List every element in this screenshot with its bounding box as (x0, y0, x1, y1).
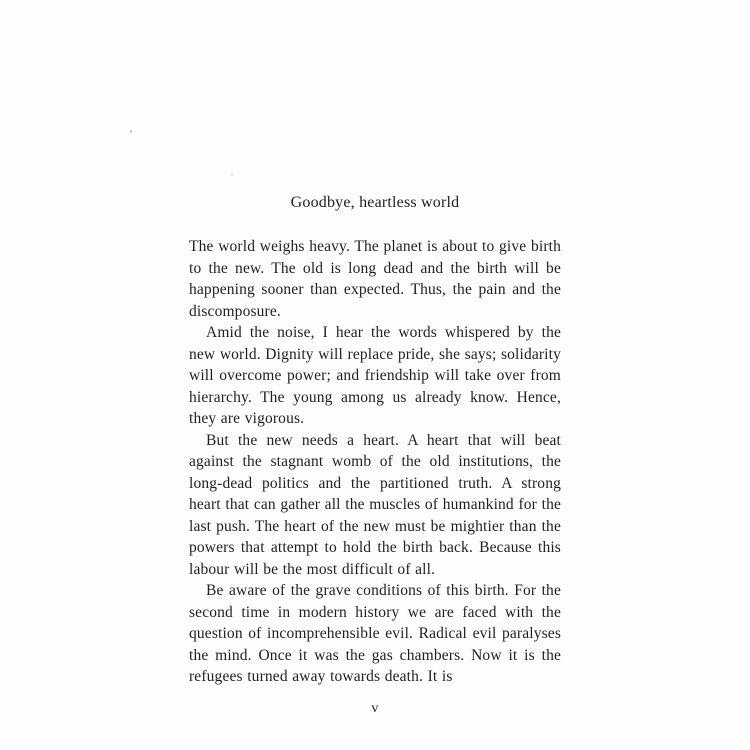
chapter-title: Goodbye, heartless world (290, 194, 460, 211)
page-number: v (371, 701, 379, 716)
paragraph: Be aware of the grave conditions of this birth. For the second time in modern history we are faced with the question of incomprehensible evil. Radical evil paralyses the mind. Once it was the gas chambers. Now it is the refugees turned away towards death. It is (189, 582, 561, 685)
paragraph: The world weighs heavy. The planet is about to give birth to the new. The old is long dead and the birth will be happening sooner than expected. Thus, the pain and the discomposure. (189, 238, 561, 320)
paragraph: But the new needs a heart. A heart that will beat against the stagnant womb of the old institutions, the long-dead politics and the partitioned truth. A strong heart that can gather all the muscles of humankind for the last push. The heart of the new must be mightier than the powers that attempt to hold the birth back. Because this labour will be the most difficult of all. (189, 431, 561, 578)
body-text (189, 236, 561, 688)
scan-speck (130, 130, 132, 133)
text-block (189, 192, 561, 688)
scan-speck (231, 173, 233, 176)
paragraph: Amid the noise, I hear the words whispered by the new world. Dignity will replace pride, she says; solidarity will overcome power; and friendship will take over from hierarchy. The young among us already know. Hence, they are vigorous. (189, 324, 561, 427)
